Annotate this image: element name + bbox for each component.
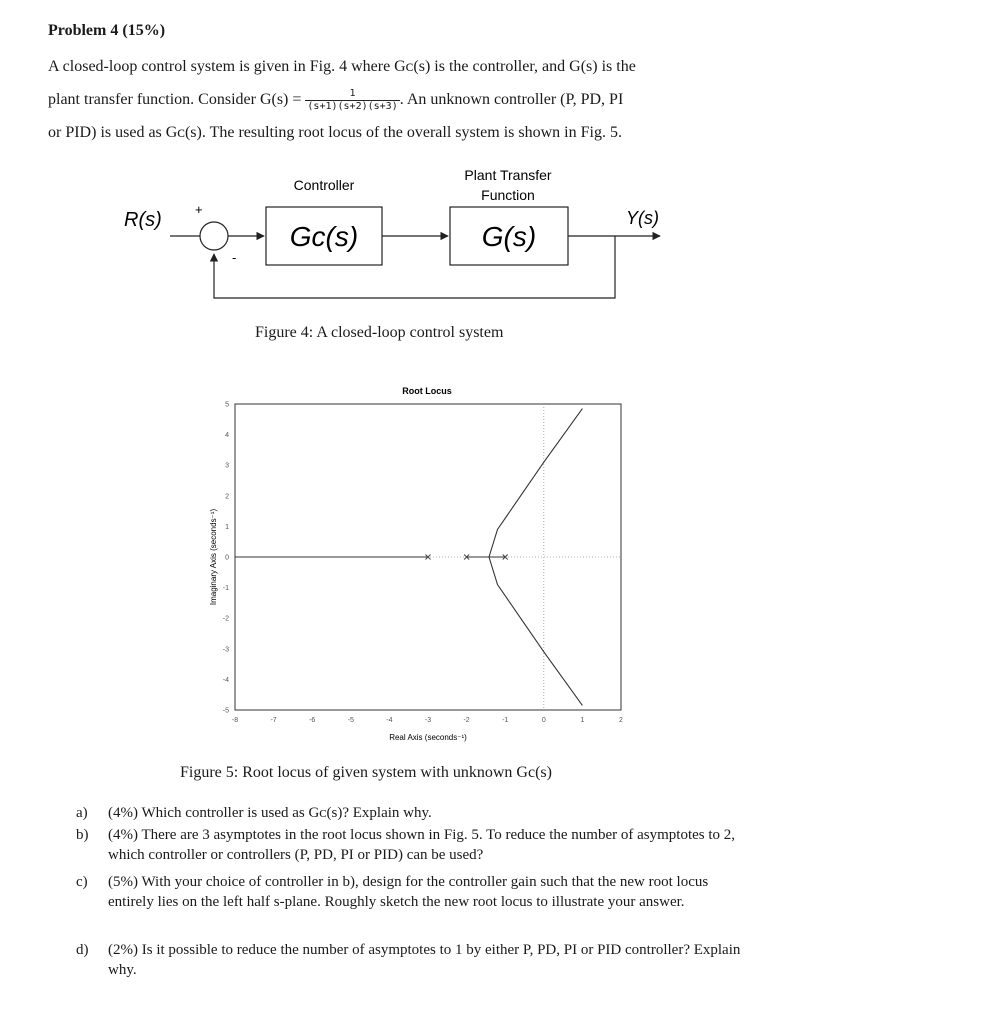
fraction-denominator: (s+1)(s+2)(s+3): [307, 101, 398, 112]
x-tick-label: -8: [231, 717, 239, 724]
question-c: [76, 872, 766, 936]
x-tick-label: -2: [463, 717, 470, 724]
minus-sign: -: [232, 250, 237, 265]
chart-title: Root Locus: [402, 386, 452, 396]
question-a: [76, 803, 766, 823]
question-d-text: (2%) Is it possible to reduce the number of asymptotes to 1 by either P, PD, PI or PID controller? Explain why.: [108, 942, 741, 978]
plant-title-line-2: Function: [481, 187, 535, 203]
question-b-text: (4%) There are 3 asymptotes in the root locus shown in Fig. 5. To reduce the number of asymptotes to 2, which controller or controllers (P, PD, PI or PID) can be used?: [108, 827, 736, 863]
x-tick-label: 0: [541, 717, 546, 724]
question-c-text: (5%) With your choice of controller in b), design for the controller gain such that the new root locus entirely lies on the left half s-plane. Roughly sketch the new root locus to illustrate your answer.: [108, 874, 709, 910]
question-a-text: (4%) Which controller is used as Gᴄ(s)? Explain why.: [108, 805, 432, 821]
y-axis-label: Imaginary Axis (seconds⁻¹): [209, 508, 218, 606]
plant-title-line-1: Plant Transfer: [464, 167, 552, 183]
controller-title: Controller: [293, 177, 355, 193]
y-tick-label: 1: [225, 523, 229, 531]
question-d: [76, 940, 766, 984]
y-tick-label: 4: [225, 432, 229, 440]
output-label: Y(s): [626, 208, 659, 228]
intro-line-3: or PID) is used as Gᴄ(s). The resulting root locus of the overall system is shown in Fig. 5.: [48, 124, 622, 141]
y-tick-label: 3: [225, 462, 229, 470]
plus-sign: +: [195, 202, 203, 217]
x-tick-label: -7: [270, 717, 277, 724]
root-locus-chart: [190, 378, 650, 750]
problem-title: Problem 4 (15%): [48, 22, 166, 39]
y-tick-label: -4: [222, 676, 229, 684]
x-tick-label: -4: [386, 717, 393, 724]
intro-line-1: A closed-loop control system is given in Fig. 4 where Gᴄ(s) is the controller, and G(s) is the: [48, 58, 636, 75]
intro-line-2-post: . An unknown controller (P, PD, PI: [399, 91, 624, 109]
question-b: [76, 825, 766, 869]
question-b-label: b): [76, 827, 89, 843]
x-axis-label: Real Axis (seconds⁻¹): [389, 733, 467, 742]
x-tick-label: -5: [347, 717, 354, 724]
x-tick-label: 1: [580, 717, 585, 724]
y-tick-labels: [223, 402, 229, 715]
y-tick-label: -1: [222, 585, 229, 593]
plant-block-label: G(s): [481, 221, 537, 252]
y-tick-label: -5: [222, 707, 229, 715]
question-c-label: c): [76, 874, 88, 890]
controller-block-label: Gc(s): [289, 221, 359, 252]
fraction-numerator: 1: [305, 88, 399, 101]
question-a-label: a): [76, 805, 88, 821]
x-tick-label: -1: [502, 717, 509, 724]
y-tick-label: -2: [222, 615, 229, 623]
intro-line-2-pre: plant transfer function. Consider G(s) =: [48, 91, 302, 109]
x-tick-labels: [232, 717, 623, 724]
figure-4-caption: Figure 4: A closed-loop control system: [255, 324, 504, 341]
y-tick-label: -3: [222, 646, 229, 654]
x-tick-label: -3: [424, 717, 432, 724]
figure-5-caption: Figure 5: Root locus of given system with unknown Gc(s): [180, 764, 552, 781]
y-tick-label: 0: [225, 554, 229, 562]
transfer-function-fraction: [305, 88, 399, 113]
intro-line-2: [48, 88, 623, 113]
y-tick-label: 2: [225, 493, 229, 501]
x-tick-label: 2: [619, 717, 623, 724]
summing-junction: [200, 222, 228, 250]
y-tick-label: 5: [225, 401, 229, 409]
question-d-label: d): [76, 942, 89, 958]
block-diagram: [100, 160, 700, 310]
x-tick-label: -6: [309, 717, 316, 724]
input-label: R(s): [124, 209, 162, 231]
